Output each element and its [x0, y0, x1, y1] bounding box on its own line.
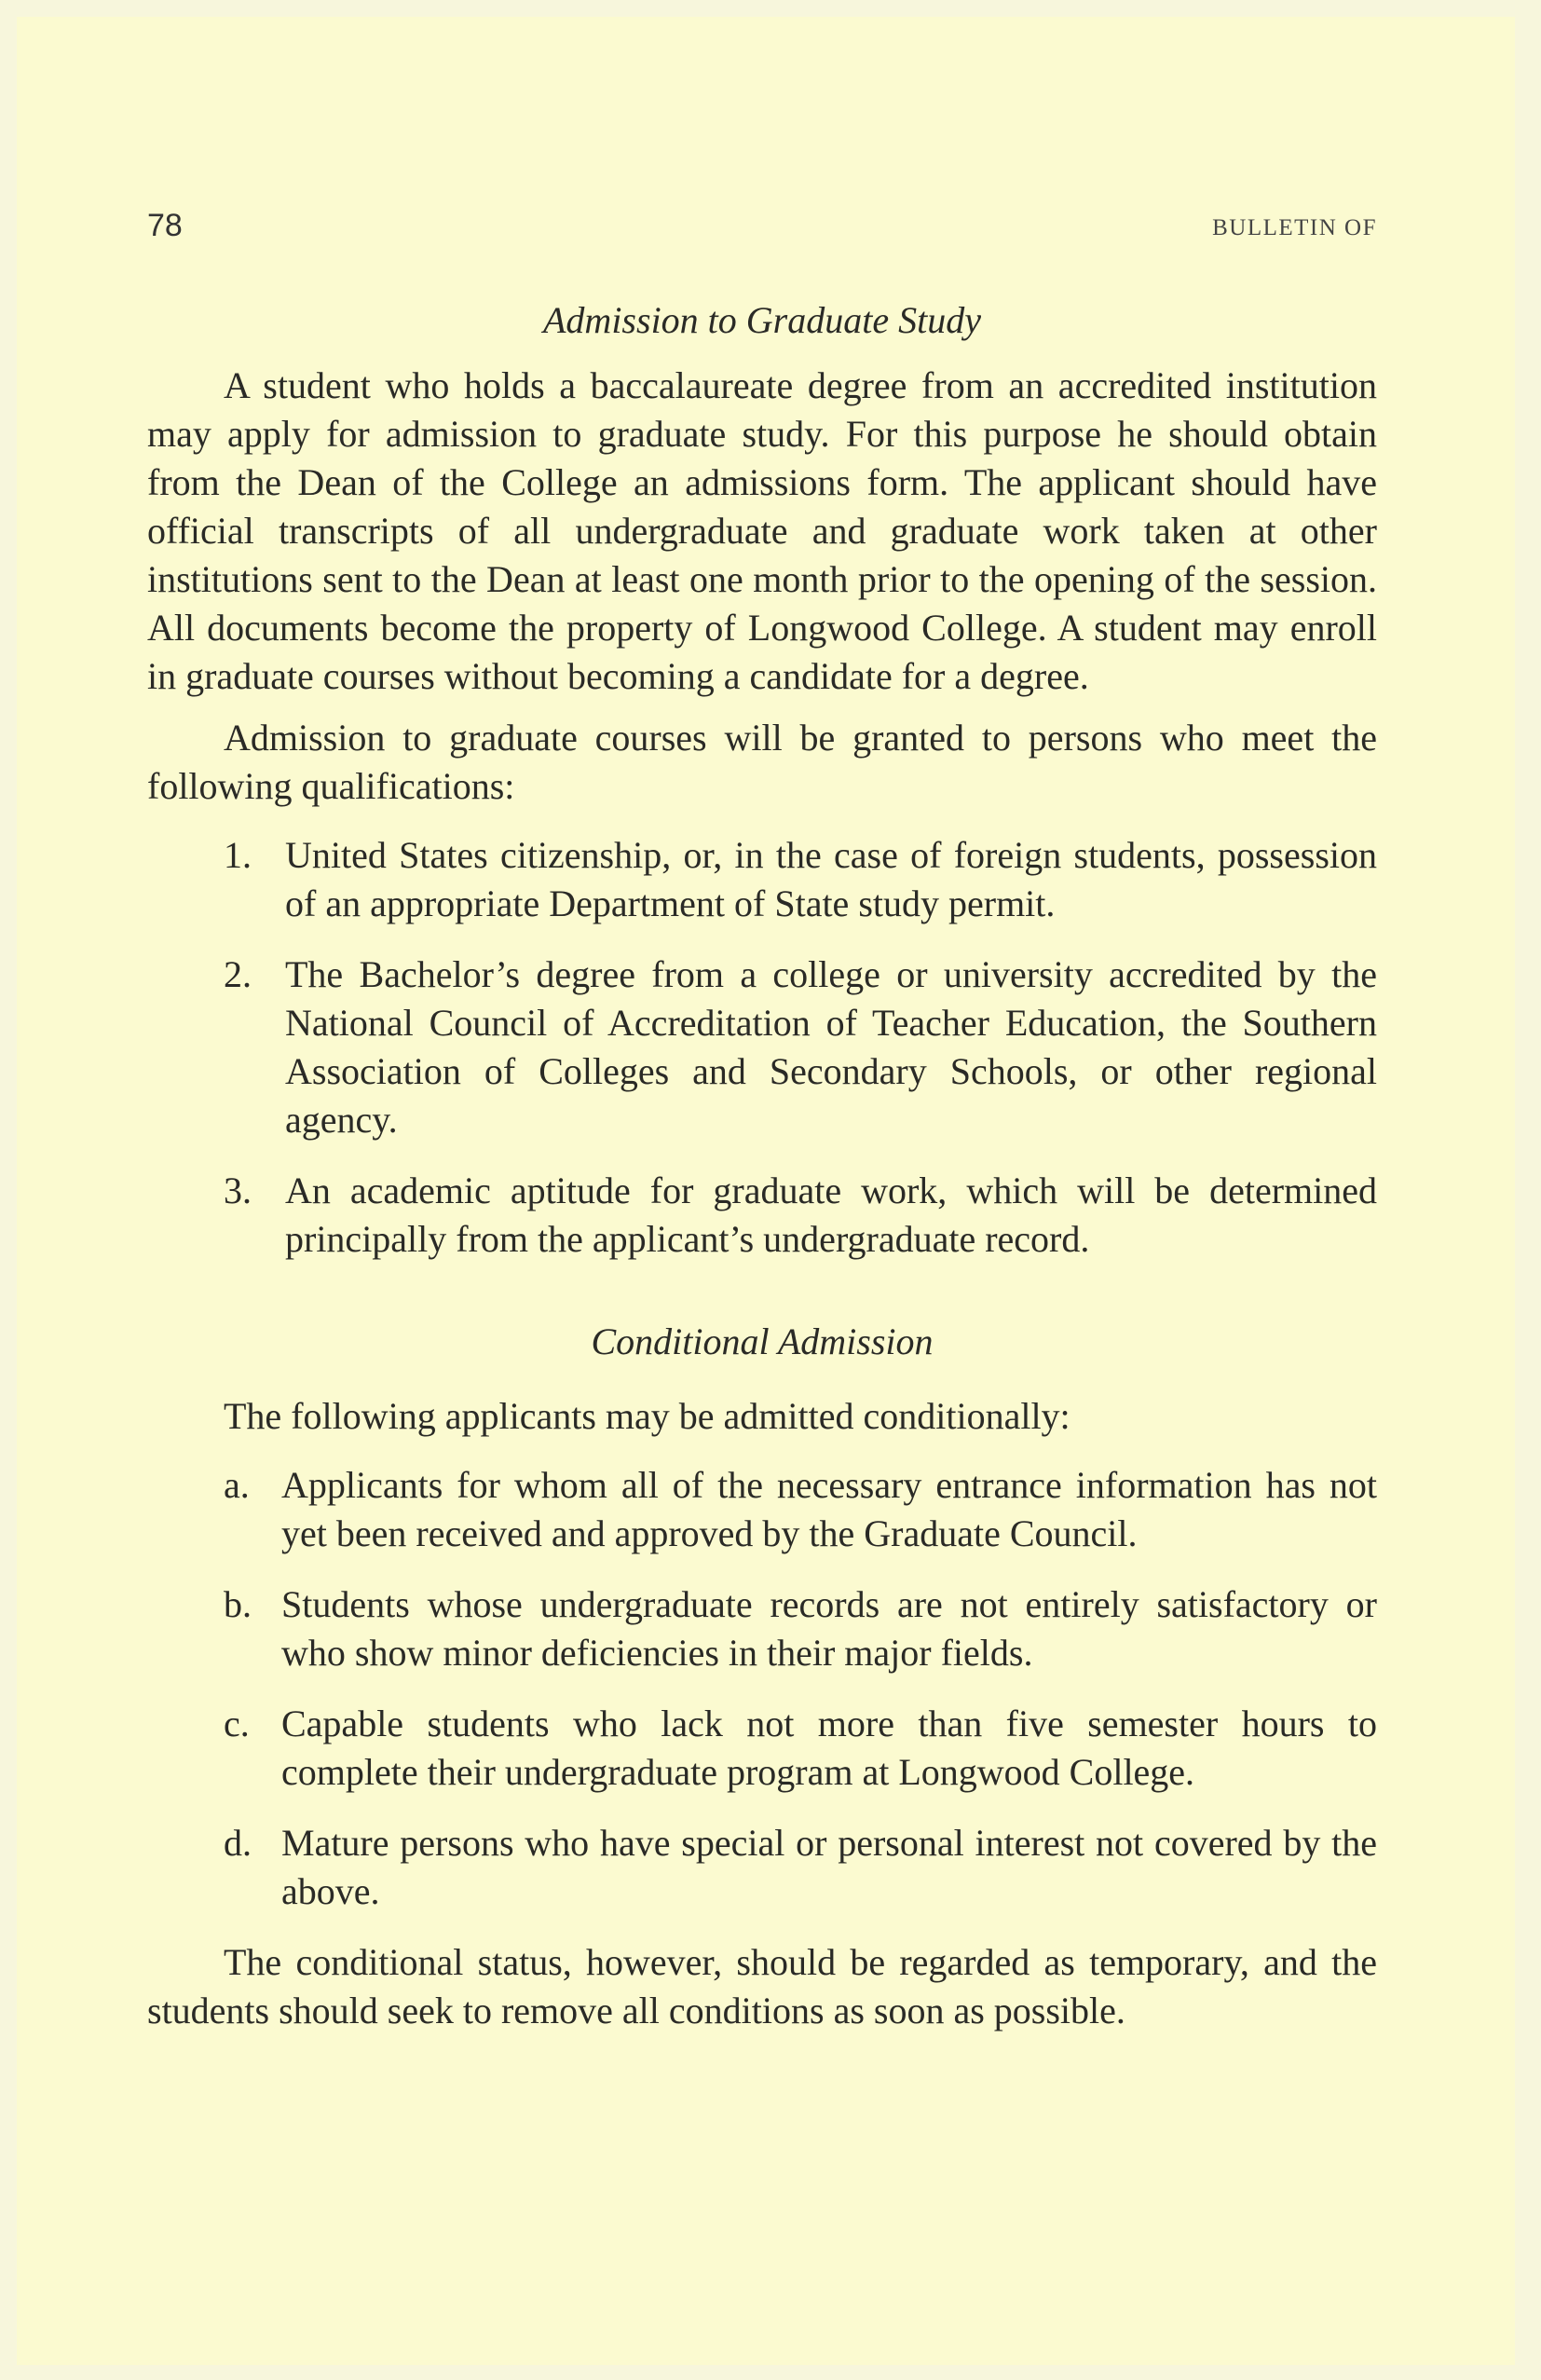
list-item-text: An academic aptitude for graduate work, which will be determined principally from the applicant’s undergraduate record.: [285, 1169, 1377, 1260]
list-marker: d.: [224, 1822, 252, 1864]
page-number: 78: [147, 208, 183, 243]
list-item: [147, 1461, 1377, 1558]
list-item: [147, 951, 1377, 1144]
running-head: BULLETIN OF: [1212, 215, 1377, 240]
list-marker: a.: [224, 1464, 250, 1506]
list-item-text: Mature persons who have special or personal interest not covered by the above.: [281, 1822, 1377, 1912]
list-marker: 2.: [224, 953, 252, 995]
list-item-text: Applicants for whom all of the necessary entrance information has not yet been received and approved by the Graduate Council.: [281, 1464, 1377, 1554]
list-marker: b.: [224, 1583, 252, 1625]
list-item: [147, 1167, 1377, 1264]
paragraph-conditional-closing: The conditional status, however, should be regarded as temporary, and the students should seek to remove all conditions as soon as possible.: [147, 1941, 1377, 2031]
list-marker: 3.: [224, 1169, 252, 1211]
list-item: [147, 1580, 1377, 1677]
list-item-text: Capable students who lack not more than five semester hours to complete their undergraduate program at Longwood College.: [281, 1703, 1377, 1793]
paragraph-qualifications-intro: Admission to graduate courses will be granted to persons who meet the following qualifications:: [147, 717, 1377, 807]
page: [17, 17, 1515, 2365]
list-item: [147, 1700, 1377, 1797]
paragraph-conditional-intro: The following applicants may be admitted conditionally:: [224, 1395, 1071, 1437]
list-item: [147, 1819, 1377, 1916]
list-item-text: United States citizenship, or, in the case of foreign students, possession of an appropriate Department of State study permit.: [285, 834, 1377, 924]
page-header: [147, 208, 1377, 264]
page-content: [147, 296, 1377, 2048]
section-title-conditional-admission: Conditional Admission: [591, 1320, 934, 1362]
list-marker: c.: [224, 1703, 250, 1744]
list-item: [147, 831, 1377, 928]
qualifications-list: [147, 831, 1377, 1264]
list-marker: 1.: [224, 834, 252, 876]
paragraph-graduate-intro: A student who holds a baccalaureate degree from an accredited institution may apply for admission to graduate study. For this purpose he should obtain from the Dean of the College an admissions form. The applicant should have official transcripts of all undergraduate and graduate work taken at other institutions sent to the Dean at least one month prior to the opening of the session. All documents become the property of Longwood College. A student may enroll in graduate courses without becoming a candidate for a degree.: [147, 364, 1377, 697]
list-item-text: The Bachelor’s degree from a college or university accredited by the National Council of Accreditation of Teacher Education, the Southern Association of Colleges and Secondary Schools, or other regional agency.: [285, 953, 1377, 1141]
list-item-text: Students whose undergraduate records are not entirely satisfactory or who show minor deficiencies in their major fields.: [281, 1583, 1377, 1674]
section-title-graduate-study: Admission to Graduate Study: [543, 299, 981, 341]
conditional-applicants-list: [147, 1461, 1377, 1916]
